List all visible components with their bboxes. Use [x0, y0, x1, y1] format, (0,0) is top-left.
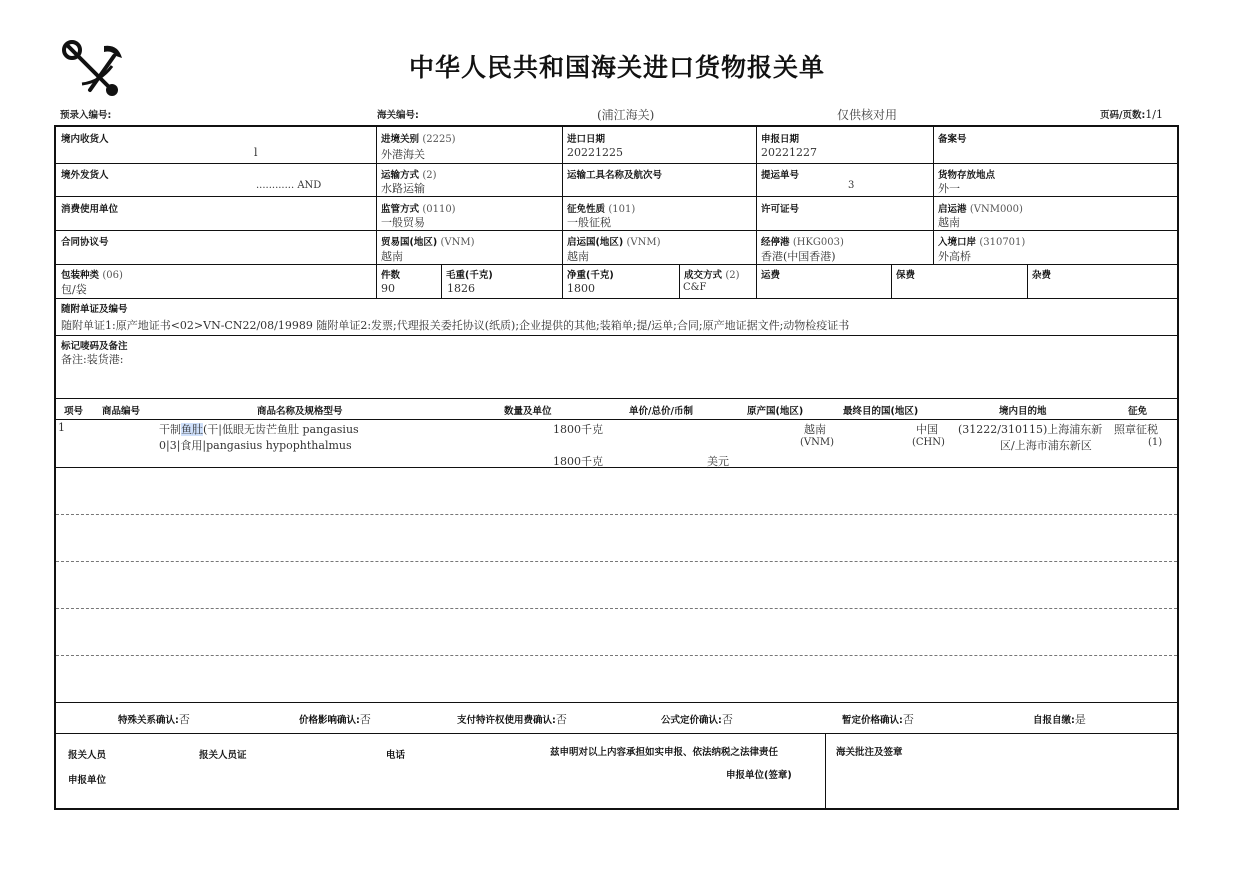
self-declare-confirm: 自报自缴:是 [1033, 713, 1086, 726]
marks-value: 备注:装货港: [61, 353, 124, 366]
col-item-no: 项号 [64, 406, 84, 417]
tax-nature-label: 征免性质 (101) [567, 204, 636, 215]
entry-customs-label: 进境关别 (2225) [381, 134, 456, 145]
import-date-label: 进口日期 [567, 134, 606, 145]
package-type-label: 包装种类 (06) [61, 270, 123, 281]
row-levy-code: (1) [1148, 437, 1163, 448]
row-domestic-dest-2: 区/上海市浦东新区 [1000, 439, 1092, 452]
gross-weight-value: 1826 [447, 282, 475, 295]
customs-office: (浦江海关) [597, 108, 655, 122]
contract-no-label: 合同协议号 [61, 237, 109, 248]
supervision-mode-value: 一般贸易 [381, 216, 425, 229]
row-qty-1: 1800千克 [553, 423, 603, 436]
shipper-label: 境外发货人 [61, 170, 109, 181]
col-origin: 原产国(地区) [747, 406, 804, 417]
row-levy: 照章征税 [1114, 423, 1158, 436]
row-item-no: 1 [58, 421, 65, 434]
transit-port-value: 香港(中国香港) [761, 250, 836, 263]
net-weight-value: 1800 [567, 282, 595, 295]
unit-seal-label: 申报单位(签章) [726, 770, 792, 781]
freight-label: 运费 [761, 270, 781, 281]
transport-tool-label: 运输工具名称及航次号 [567, 170, 663, 181]
insurance-label: 保费 [896, 270, 916, 281]
row-dest-code: (CHN) [912, 437, 945, 448]
row-origin: 越南 [804, 423, 826, 436]
tax-nature-value: 一般征税 [567, 216, 611, 229]
trade-terms-value: C&F [683, 282, 707, 293]
pieces-label: 件数 [381, 270, 401, 281]
supervision-mode-label: 监管方式 (0110) [381, 204, 456, 215]
page-title: 中华人民共和国海关进口货物报关单 [408, 53, 825, 82]
royalty-confirm: 支付特许权使用费确认:否 [457, 713, 567, 726]
license-no-label: 许可证号 [761, 204, 800, 215]
departure-country-label: 启运国(地区) (VNM) [567, 237, 661, 248]
pieces-value: 90 [381, 282, 395, 295]
col-hs-code: 商品编号 [102, 406, 141, 417]
provisional-price-confirm: 暂定价格确认:否 [842, 713, 914, 726]
transport-mode-value: 水路运输 [381, 182, 425, 195]
entry-customs-value: 外港海关 [381, 148, 425, 161]
phone-label: 电话 [386, 750, 406, 761]
special-relation-confirm: 特殊关系确认:否 [118, 713, 190, 726]
storage-place-value: 外一 [938, 182, 960, 195]
attached-docs-label: 随附单证及编号 [61, 304, 128, 315]
declaration-form [54, 125, 1179, 810]
storage-place-label: 货物存放地点 [938, 170, 996, 181]
transport-mode-label: 运输方式 (2) [381, 170, 437, 181]
declarant-cert-label: 报关人员证 [199, 750, 247, 761]
declaration-statement: 兹申明对以上内容承担如实申报、依法纳税之法律责任 [550, 747, 779, 758]
consignee-label: 境内收货人 [61, 134, 109, 145]
customs-no-label: 海关编号: [377, 110, 419, 121]
bill-no-label: 提运单号 [761, 170, 800, 181]
entry-port-label: 入境口岸 (310701) [938, 237, 1026, 248]
row-currency: 美元 [707, 455, 729, 468]
import-date-value: 20221225 [567, 146, 623, 159]
pre-entry-label: 预录入编号: [60, 110, 112, 121]
transit-port-label: 经停港 (HKG003) [761, 237, 844, 248]
col-levy: 征免 [1128, 406, 1148, 417]
trade-country-value: 越南 [381, 250, 403, 263]
attached-docs-value: 随附单证1:原产地证书<02>VN-CN22/08/19989 随附单证2:发票;代理报关委托协议(纸质);企业提供的其他;装箱单;提/运单;合同;原产地证据文件;动物检疫证书 [61, 319, 850, 332]
price-impact-confirm: 价格影响确认:否 [299, 713, 371, 726]
declarant-label: 报关人员 [68, 750, 107, 761]
departure-port-label: 启运港 (VNM000) [938, 204, 1023, 215]
row-origin-code: (VNM) [800, 437, 835, 448]
package-type-value: 包/袋 [61, 283, 87, 296]
col-dest-country: 最终目的国(地区) [843, 406, 919, 417]
net-weight-label: 净重(千克) [567, 270, 614, 281]
row-domestic-dest-1: (31222/310115)上海浦东新 [958, 423, 1103, 436]
page-indicator: 页码/页数:1/1 [1100, 108, 1163, 121]
entry-port-value: 外高桥 [938, 250, 971, 263]
row-dest-country: 中国 [916, 423, 938, 436]
row-qty-2: 1800千克 [553, 455, 603, 468]
misc-fee-label: 杂费 [1032, 270, 1052, 281]
declaring-unit-label: 申报单位 [68, 775, 107, 786]
departure-port-value: 越南 [938, 216, 960, 229]
departure-country-value: 越南 [567, 250, 589, 263]
verify-note: 仅供核对用 [837, 108, 898, 122]
gross-weight-label: 毛重(千克) [446, 270, 493, 281]
consignee-value: l [254, 146, 258, 159]
col-goods-name: 商品名称及规格型号 [257, 406, 343, 417]
bill-no-value: 3 [848, 180, 855, 191]
formula-pricing-confirm: 公式定价确认:否 [661, 713, 733, 726]
customs-approval-label: 海关批注及签章 [836, 747, 903, 758]
col-quantity: 数量及单位 [504, 406, 552, 417]
declare-date-label: 申报日期 [761, 134, 800, 145]
trade-terms-label: 成交方式 (2) [684, 270, 740, 281]
row-goods-spec: 0|3|食用|pangasius hypophthalmus [159, 439, 352, 452]
highlighted-text: 鱼肚 [181, 423, 203, 436]
trade-country-label: 贸易国(地区) (VNM) [381, 237, 475, 248]
consumer-unit-label: 消费使用单位 [61, 204, 119, 215]
marks-label: 标记唛码及备注 [61, 341, 128, 352]
declare-date-value: 20221227 [761, 146, 817, 159]
record-no-label: 备案号 [938, 134, 967, 145]
col-domestic-dest: 境内目的地 [999, 406, 1047, 417]
shipper-value: ............ AND [256, 180, 322, 191]
row-goods-name: 干制鱼肚(干|低眼无齿芒鱼肚 pangasius [159, 423, 359, 436]
col-price: 单价/总价/币制 [629, 406, 693, 417]
